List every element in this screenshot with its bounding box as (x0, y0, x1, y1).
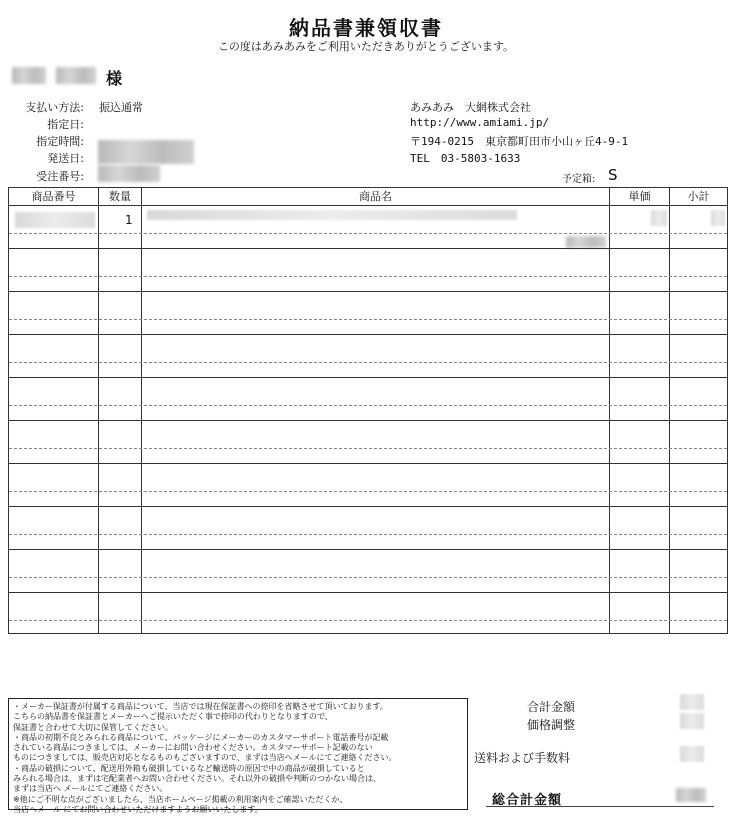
row-dash (9, 534, 727, 535)
row-divider (9, 506, 727, 507)
note-line: 当店へメール にてお問い合わせいただけますようお願いいたします。 (13, 804, 263, 814)
header-unit-price: 単価 (628, 190, 651, 203)
row-divider (9, 592, 727, 593)
column-divider (669, 188, 670, 633)
product-variant-redacted (566, 236, 606, 248)
first-row-quantity: 1 (125, 213, 133, 227)
note-line: ・メーカー保証書が付属する商品について、当店では現在保証書への捺印を省略させて頂いております。 (13, 702, 388, 711)
column-divider (98, 188, 99, 633)
row-divider (9, 377, 727, 378)
company-name: あみあみ 大網株式会社 (410, 101, 531, 114)
adjust-value-redacted (680, 713, 704, 729)
company-address: 〒194-0215 東京都町田市小山ヶ丘4-9-1 (410, 135, 629, 148)
note-line: ※他にご不明な点がございましたら、当店ホームページ掲載の利用案内をご確認いただくか、 (13, 794, 348, 804)
row-dash (9, 405, 727, 406)
row-divider (9, 420, 727, 421)
row-dash (9, 620, 727, 621)
note-line: 保証書と合わせて大切に保管してください。 (13, 722, 173, 732)
payment-method-value: 振込通常 (99, 101, 143, 114)
row-dash (9, 276, 727, 277)
row-divider (9, 291, 727, 292)
column-divider (141, 188, 142, 633)
company-url: http://www.amiami.jp/ (410, 116, 550, 129)
box-size-label: 予定箱: (562, 174, 596, 185)
row-divider (9, 463, 727, 464)
box-size-value: S (608, 166, 618, 184)
payment-method-label: 支払い方法: (25, 101, 84, 114)
table-header (9, 188, 727, 206)
column-divider (609, 188, 610, 633)
note-line: まずは当店へ メールにてご連絡ください。 (13, 784, 168, 794)
subtotal-redacted (711, 210, 725, 226)
order-number-redacted (98, 165, 160, 182)
grand-total-underline (486, 806, 714, 807)
header-subtotal: 小計 (687, 190, 710, 203)
grand-total-label: 総合計金額 (492, 793, 563, 808)
grand-total-value-redacted (676, 788, 706, 802)
ship-date-label: 発送日: (47, 152, 84, 165)
customer-name-redacted (12, 67, 46, 84)
customer-honorific: 様 (106, 69, 123, 88)
product-code-redacted (15, 212, 95, 228)
header-product-name: 商品名 (359, 190, 392, 203)
subtotal-label: 合計金額 (526, 700, 575, 714)
row-divider (9, 248, 727, 249)
note-line: ・商品の破損について、配送用外箱も破損しているなど輸送時の原因で中の商品が破損していると (13, 763, 365, 773)
items-table (8, 187, 728, 634)
note-line: みられる場合は、まずは宅配業者へお問い合わせください。それ以外の破損や判断のつかない場合は、 (13, 774, 381, 784)
row-dash (9, 362, 727, 363)
notes-box (8, 698, 468, 814)
customer-name-redacted-2 (56, 67, 96, 84)
row-dash (9, 491, 727, 492)
row-dash (9, 577, 727, 578)
delivery-time-label: 指定時間: (36, 135, 84, 148)
row-divider (9, 549, 727, 550)
shipping-value-redacted (680, 746, 704, 762)
note-line: こちらの納品書を保証書とメーカーへご提示いただく事で捺印の代わりとなりますので、 (13, 712, 333, 722)
note-line: されている商品につきましては、メーカーにお問い合わせください。カスタマーサポート記載のない (13, 743, 373, 753)
product-name-redacted (147, 210, 517, 220)
company-tel: TEL 03-5803-1633 (410, 152, 521, 165)
shipping-fee-label: 送料および手数料 (474, 751, 571, 765)
header-product-code: 商品番号 (31, 190, 76, 203)
row-divider (9, 334, 727, 335)
document-title: 納品書兼領収書 (289, 16, 443, 40)
ship-date-redacted (98, 140, 194, 164)
delivery-date-label: 指定日: (47, 118, 84, 131)
row-dash (9, 233, 727, 234)
row-dash (9, 448, 727, 449)
header-quantity: 数量 (109, 190, 131, 203)
order-number-label: 受注番号: (36, 170, 84, 183)
row-dash (9, 319, 727, 320)
unit-price-redacted (651, 210, 667, 226)
price-adjust-label: 価格調整 (526, 718, 575, 732)
document-subtitle: この度はあみあみをご利用いただきありがとうございます。 (217, 40, 515, 53)
note-line: ・商品の初期不良とみられる商品について、パッケージにメーカーのカスタマーサポート電話番号が記載 (13, 732, 389, 742)
note-line: ものにつきましては、販売店対応となるものもございますので、まずは当店へメールにてご連絡ください。 (13, 753, 397, 763)
subtotal-value-redacted (680, 694, 704, 710)
